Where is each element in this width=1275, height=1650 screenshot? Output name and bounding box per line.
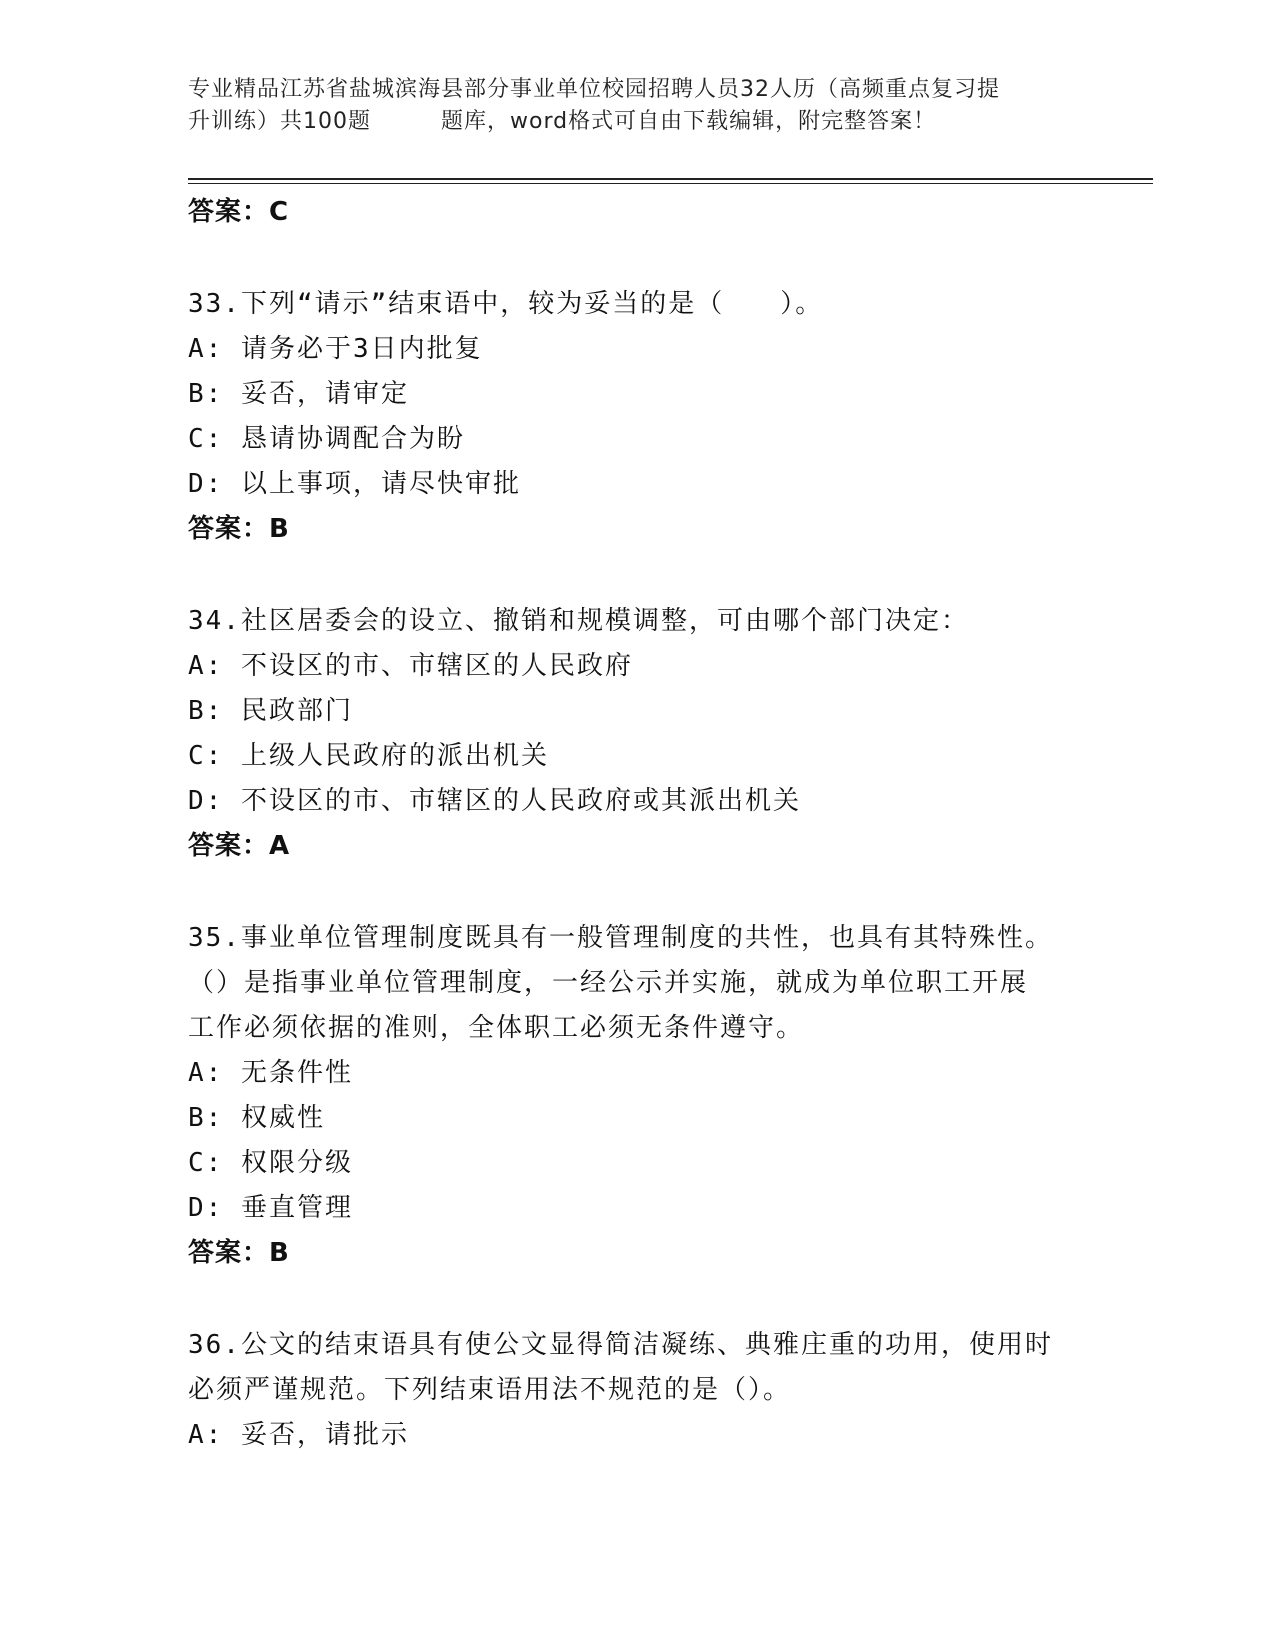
- question-34: [188, 599, 1088, 868]
- option-c: C: 权限分级: [188, 1148, 353, 1178]
- question-33: [188, 282, 1088, 551]
- option-d: D: 以上事项，请尽快审批: [188, 469, 521, 499]
- option-c: C: 恳请协调配合为盼: [188, 424, 465, 454]
- header-line-2: [188, 106, 1088, 138]
- option-a: A: 妥否，请批示: [188, 1420, 409, 1450]
- question-stem: 34.社区居委会的设立、撤销和规模调整，可由哪个部门决定：: [188, 606, 969, 636]
- question-stem-line-1: 36.公文的结束语具有使公文显得简洁凝练、典雅庄重的功用，使用时: [188, 1330, 1053, 1360]
- option-b: B: 民政部门: [188, 696, 353, 726]
- question-stem-line-2: 必须严谨规范。下列结束语用法不规范的是（）。: [188, 1375, 792, 1405]
- header-line-2-part-1: 升训练）共100题: [188, 109, 371, 134]
- question-35: [188, 916, 1088, 1275]
- header-line-1: 专业精品江苏省盐城滨海县部分事业单位校园招聘人员32人历（高频重点复习提: [188, 77, 1000, 102]
- option-a: A: 不设区的市、市辖区的人民政府: [188, 651, 633, 681]
- question-stem-line-2: （）是指事业单位管理制度，一经公示并实施，就成为单位职工开展: [188, 968, 1029, 998]
- question-stem-line-1: 35.事业单位管理制度既具有一般管理制度的共性，也具有其特殊性。: [188, 923, 1053, 953]
- question-36: [188, 1323, 1088, 1458]
- option-a: A: 请务必于3日内批复: [188, 334, 483, 364]
- option-b: B: 权威性: [188, 1103, 325, 1133]
- document-body: [188, 190, 1088, 1458]
- answer-32: 答案：C: [188, 197, 290, 227]
- question-stem-line-3: 工作必须依据的准则，全体职工必须无条件遵守。: [188, 1013, 805, 1043]
- header-rule-thick: [188, 178, 1153, 180]
- option-c: C: 上级人民政府的派出机关: [188, 741, 549, 771]
- header-line-2-part-2: 题库，word格式可自由下载编辑，附完整答案！: [441, 109, 937, 134]
- question-stem: 33.下列“请示”结束语中，较为妥当的是（ ）。: [188, 289, 824, 319]
- answer-34: 答案：A: [188, 831, 291, 861]
- option-a: A: 无条件性: [188, 1058, 353, 1088]
- answer-35: 答案：B: [188, 1238, 290, 1268]
- answer-33: 答案：B: [188, 514, 290, 544]
- page-header: [188, 74, 1088, 138]
- option-d: D: 不设区的市、市辖区的人民政府或其派出机关: [188, 786, 801, 816]
- option-d: D: 垂直管理: [188, 1193, 353, 1223]
- option-b: B: 妥否，请审定: [188, 379, 409, 409]
- header-rule-thin: [188, 183, 1153, 184]
